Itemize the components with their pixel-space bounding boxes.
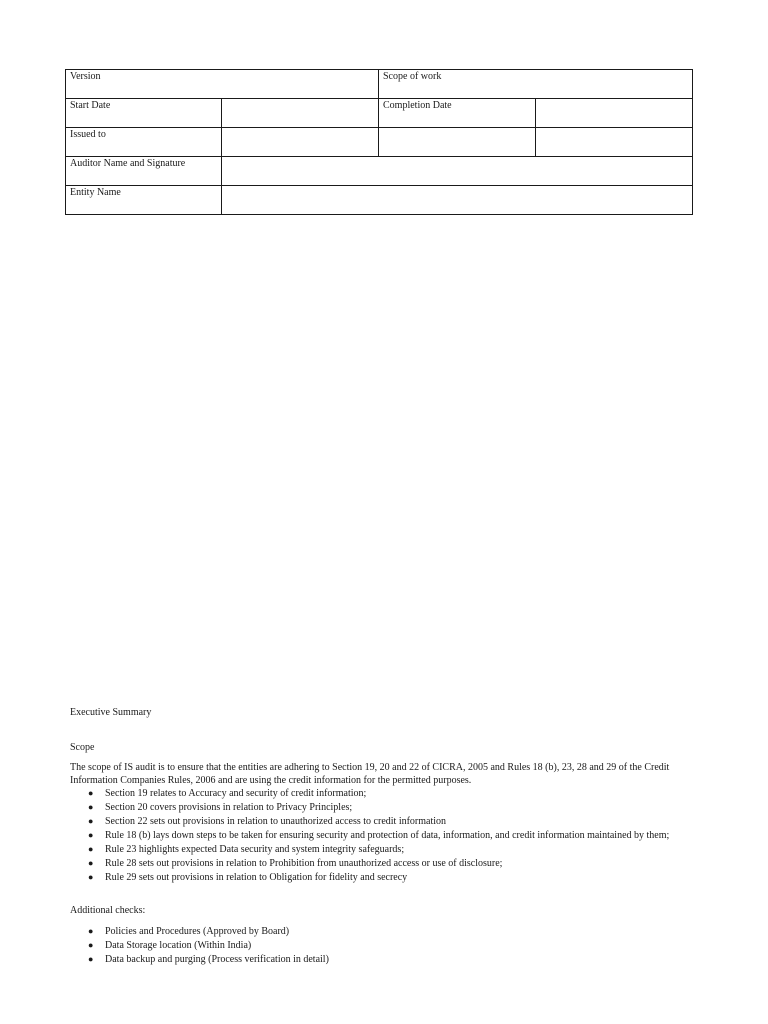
bullet-icon: ● xyxy=(88,816,94,826)
list-item: ● Rule 29 sets out provisions in relation to Obligation for fidelity and secrecy xyxy=(88,872,408,883)
scope-paragraph: The scope of IS audit is to ensure that the entities are adhering to Section 19, 20 and 22 of CICRA, 2005 and Rules 18 (b), 23, 28 and 29 of the Credit Information Companies Rules, 2006 and are using the credit information for the permitted purposes. xyxy=(70,762,670,786)
additional-checks-list xyxy=(70,925,685,966)
audit-info-table xyxy=(65,69,693,215)
scope-of-work-label: Scope of work xyxy=(379,70,693,99)
table-row-dates xyxy=(66,99,693,128)
executive-summary-heading: Executive Summary xyxy=(70,707,152,718)
issued-to-value xyxy=(222,128,379,157)
bullet-icon: ● xyxy=(88,802,94,812)
table-row-issued xyxy=(66,128,693,157)
start-date-label: Start Date xyxy=(66,99,222,128)
table-row-version xyxy=(66,70,693,99)
completion-date-label: Completion Date xyxy=(379,99,536,128)
bullet-icon: ● xyxy=(88,858,94,868)
list-item: ● Rule 23 highlights expected Data security and system integrity safeguards; xyxy=(88,844,405,855)
blank-cell xyxy=(379,128,536,157)
completion-date-value xyxy=(536,99,693,128)
scope-heading: Scope xyxy=(70,742,95,753)
list-item: ● Rule 18 (b) lays down steps to be taken for ensuring security and protection of data, information, and credit information maintained by them; xyxy=(88,830,670,841)
version-label: Version xyxy=(66,70,379,99)
list-item: ● Section 19 relates to Accuracy and security of credit information; xyxy=(88,788,367,799)
issued-to-label: Issued to xyxy=(66,128,222,157)
entity-name-label: Entity Name xyxy=(66,186,222,215)
list-item: ● Section 20 covers provisions in relation to Privacy Principles; xyxy=(88,802,353,813)
bullet-icon: ● xyxy=(88,872,94,882)
list-item: ● Section 22 sets out provisions in relation to unauthorized access to credit information xyxy=(88,816,447,827)
bullet-icon: ● xyxy=(88,954,94,964)
list-item: ● Data backup and purging (Process verification in detail) xyxy=(88,954,329,965)
list-item: ● Rule 28 sets out provisions in relation to Prohibition from unauthorized access or use of disclosure; xyxy=(88,858,503,869)
blank-cell xyxy=(536,128,693,157)
entity-name-value xyxy=(222,186,693,215)
auditor-name-value xyxy=(222,157,693,186)
auditor-name-label: Auditor Name and Signature xyxy=(66,157,222,186)
list-item: ● Data Storage location (Within India) xyxy=(88,940,252,951)
bullet-icon: ● xyxy=(88,788,94,798)
bullet-icon: ● xyxy=(88,940,94,950)
bullet-icon: ● xyxy=(88,844,94,854)
scope-list xyxy=(70,787,685,884)
additional-checks-heading: Additional checks: xyxy=(70,905,146,916)
executive-summary-section xyxy=(70,706,685,967)
bullet-icon: ● xyxy=(88,926,94,936)
table-row-entity xyxy=(66,186,693,215)
start-date-value xyxy=(222,99,379,128)
list-item: ● Policies and Procedures (Approved by Board) xyxy=(88,926,290,937)
table-row-auditor xyxy=(66,157,693,186)
bullet-icon: ● xyxy=(88,830,94,840)
